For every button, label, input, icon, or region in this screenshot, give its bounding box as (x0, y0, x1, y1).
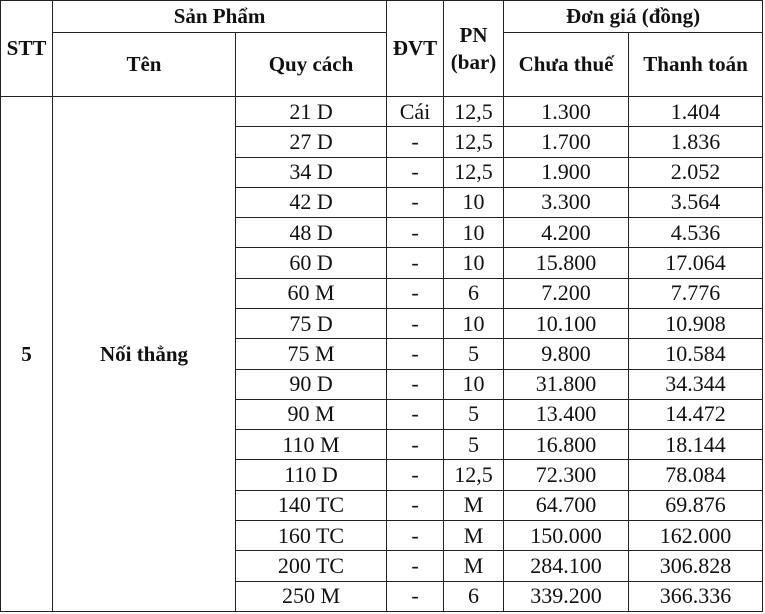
cell-pn: 12,5 (444, 127, 504, 157)
cell-chua-thue: 16.800 (504, 430, 629, 460)
cell-chua-thue: 1.700 (504, 127, 629, 157)
cell-thanh-toan: 366.336 (629, 581, 763, 612)
cell-pn: 10 (444, 187, 504, 217)
cell-dvt: - (387, 520, 444, 550)
cell-quy-cach: 200 TC (236, 551, 387, 581)
cell-pn: 6 (444, 581, 504, 612)
cell-thanh-toan: 14.472 (629, 399, 763, 429)
cell-dvt: - (387, 248, 444, 278)
cell-ten: Nối thẳng (53, 97, 236, 612)
cell-chua-thue: 9.800 (504, 339, 629, 369)
cell-chua-thue: 339.200 (504, 581, 629, 612)
cell-thanh-toan: 10.908 (629, 308, 763, 338)
cell-pn: 10 (444, 369, 504, 399)
cell-pn: 6 (444, 278, 504, 308)
cell-dvt: - (387, 308, 444, 338)
header-pn-unit: (bar) (450, 49, 497, 74)
cell-thanh-toan: 1.836 (629, 127, 763, 157)
cell-pn: M (444, 520, 504, 550)
cell-quy-cach: 27 D (236, 127, 387, 157)
cell-chua-thue: 64.700 (504, 490, 629, 520)
cell-chua-thue: 150.000 (504, 520, 629, 550)
cell-pn: 10 (444, 218, 504, 248)
cell-quy-cach: 160 TC (236, 520, 387, 550)
cell-chua-thue: 4.200 (504, 218, 629, 248)
cell-chua-thue: 15.800 (504, 248, 629, 278)
cell-quy-cach: 90 M (236, 399, 387, 429)
cell-thanh-toan: 4.536 (629, 218, 763, 248)
cell-quy-cach: 60 D (236, 248, 387, 278)
header-row-bottom (1, 33, 763, 97)
cell-stt: 5 (1, 97, 53, 612)
header-stt: STT (1, 1, 53, 97)
cell-pn: 10 (444, 308, 504, 338)
cell-dvt: - (387, 218, 444, 248)
cell-quy-cach: 75 D (236, 308, 387, 338)
cell-dvt: - (387, 127, 444, 157)
cell-quy-cach: 75 M (236, 339, 387, 369)
cell-quy-cach: 60 M (236, 278, 387, 308)
cell-quy-cach: 42 D (236, 187, 387, 217)
cell-thanh-toan: 34.344 (629, 369, 763, 399)
cell-pn: 5 (444, 430, 504, 460)
cell-thanh-toan: 78.084 (629, 460, 763, 490)
cell-thanh-toan: 1.404 (629, 97, 763, 127)
cell-thanh-toan: 162.000 (629, 520, 763, 550)
cell-quy-cach: 90 D (236, 369, 387, 399)
cell-quy-cach: 140 TC (236, 490, 387, 520)
cell-chua-thue: 7.200 (504, 278, 629, 308)
cell-dvt: - (387, 278, 444, 308)
cell-chua-thue: 72.300 (504, 460, 629, 490)
cell-thanh-toan: 17.064 (629, 248, 763, 278)
header-san-pham: Sản Phẩm (53, 1, 387, 33)
header-chua-thue: Chưa thuế (504, 33, 629, 97)
cell-dvt: - (387, 369, 444, 399)
cell-thanh-toan: 69.876 (629, 490, 763, 520)
cell-dvt: - (387, 339, 444, 369)
cell-thanh-toan: 18.144 (629, 430, 763, 460)
header-don-gia: Đơn giá (đồng) (504, 1, 763, 33)
cell-thanh-toan: 2.052 (629, 157, 763, 187)
cell-pn: 12,5 (444, 97, 504, 127)
cell-thanh-toan: 10.584 (629, 339, 763, 369)
cell-dvt: - (387, 551, 444, 581)
header-pn-label: PN (459, 23, 488, 48)
header-quy-cach: Quy cách (236, 33, 387, 97)
header-dvt: ĐVT (387, 1, 444, 97)
cell-chua-thue: 3.300 (504, 187, 629, 217)
header-row-top (1, 1, 763, 33)
cell-dvt: - (387, 399, 444, 429)
cell-dvt: - (387, 430, 444, 460)
cell-chua-thue: 13.400 (504, 399, 629, 429)
header-ten: Tên (53, 33, 236, 97)
cell-quy-cach: 250 M (236, 581, 387, 612)
cell-pn: M (444, 551, 504, 581)
cell-dvt: - (387, 460, 444, 490)
cell-pn: M (444, 490, 504, 520)
cell-dvt: - (387, 157, 444, 187)
cell-thanh-toan: 306.828 (629, 551, 763, 581)
table-row (1, 97, 763, 127)
cell-chua-thue: 1.900 (504, 157, 629, 187)
cell-quy-cach: 110 M (236, 430, 387, 460)
cell-dvt: - (387, 187, 444, 217)
cell-thanh-toan: 7.776 (629, 278, 763, 308)
table-body (1, 97, 763, 612)
cell-chua-thue: 31.800 (504, 369, 629, 399)
cell-dvt: - (387, 581, 444, 612)
cell-chua-thue: 10.100 (504, 308, 629, 338)
cell-dvt: Cái (387, 97, 444, 127)
cell-pn: 10 (444, 248, 504, 278)
cell-thanh-toan: 3.564 (629, 187, 763, 217)
cell-quy-cach: 34 D (236, 157, 387, 187)
cell-pn: 12,5 (444, 157, 504, 187)
cell-pn: 5 (444, 399, 504, 429)
cell-quy-cach: 21 D (236, 97, 387, 127)
cell-chua-thue: 284.100 (504, 551, 629, 581)
cell-chua-thue: 1.300 (504, 97, 629, 127)
cell-quy-cach: 110 D (236, 460, 387, 490)
cell-pn: 5 (444, 339, 504, 369)
header-pn (444, 1, 504, 97)
cell-dvt: - (387, 490, 444, 520)
cell-quy-cach: 48 D (236, 218, 387, 248)
cell-pn: 12,5 (444, 460, 504, 490)
header-thanh-toan: Thanh toán (629, 33, 763, 97)
